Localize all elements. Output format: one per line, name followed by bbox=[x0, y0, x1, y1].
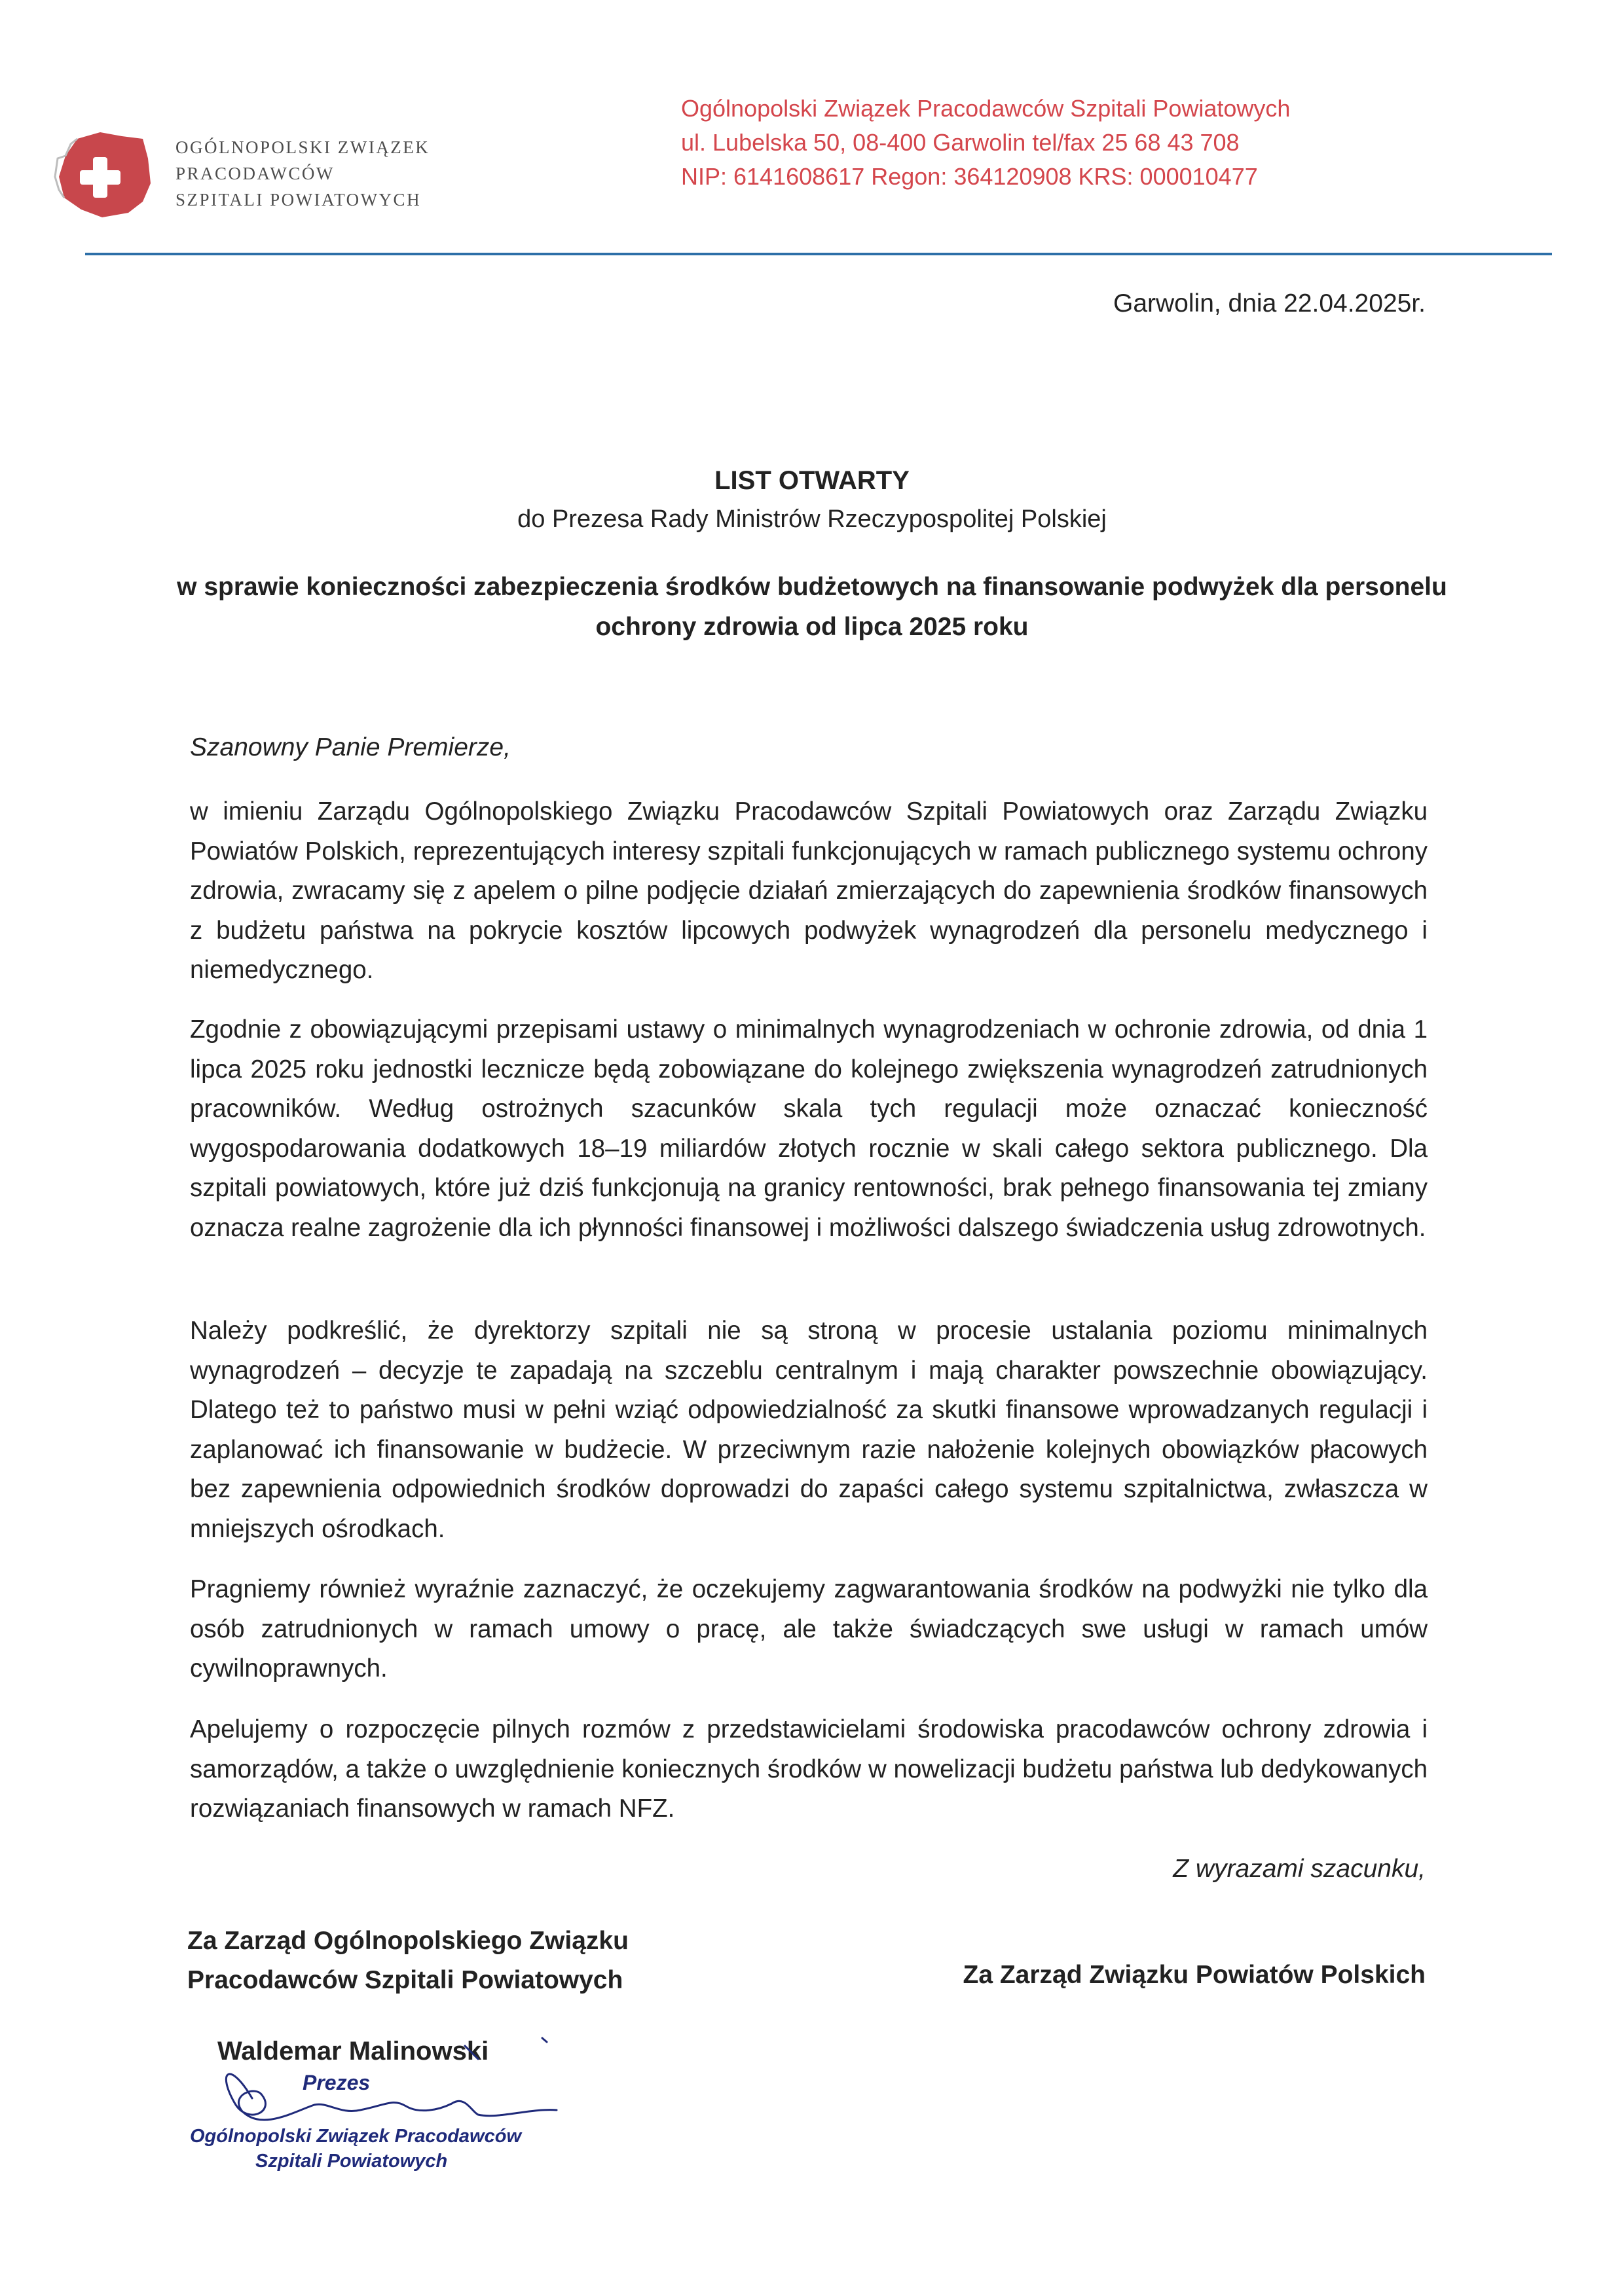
org-name: Ogólnopolski Związek Pracodawców Szpitali Powiatowych bbox=[681, 95, 1291, 122]
letter-date: Garwolin, dnia 22.04.2025r. bbox=[1113, 289, 1426, 318]
signature-stamp bbox=[190, 2033, 583, 2183]
signatory-right: Za Zarząd Związku Powiatów Polskich bbox=[963, 1961, 1426, 1989]
stamp-role: Prezes bbox=[303, 2071, 371, 2094]
header-divider bbox=[85, 253, 1552, 255]
poland-map-cross-icon bbox=[51, 124, 156, 223]
stamp-org-line: Ogólnopolski Związek Pracodawców bbox=[190, 2126, 521, 2147]
letter-title: LIST OTWARTY bbox=[714, 466, 910, 495]
signatory-left bbox=[187, 1922, 629, 2000]
org-registry: NIP: 6141608617 Regon: 364120908 KRS: 000010477 bbox=[681, 163, 1258, 190]
handwritten-signature-icon bbox=[190, 2033, 583, 2183]
logo-line: OGÓLNOPOLSKI ZWIĄZEK bbox=[175, 137, 430, 157]
org-address: ul. Lubelska 50, 08-400 Garwolin tel/fax 25 68 43 708 bbox=[681, 129, 1240, 156]
logo-line: PRACODAWCÓW bbox=[175, 164, 335, 183]
stamp-org-line: Szpitali Powiatowych bbox=[255, 2151, 448, 2172]
letter-addressee: do Prezesa Rady Ministrów Rzeczypospolitej Polskiej bbox=[517, 505, 1107, 533]
body-paragraph: w imieniu Zarządu Ogólnopolskiego Związku Pracodawców Szpitali Powiatowych oraz Zarządu Związku Powiatów Polskich, reprezentujących interesy szpitali funkcjonujących w ramach publicznego systemu ochrony zdrowia, zwracamy się z apelem o pilne podjęcie działań zmierzających do zapewnienia środków finansowych z budżetu państwa na pokrycie kosztów lipcowych podwyżek wynagrodzeń dla personelu medycznego i niemedycznego. bbox=[190, 797, 1428, 984]
body-paragraph: Pragniemy również wyraźnie zaznaczyć, że oczekujemy zagwarantowania środków na podwyżki nie tylko dla osób zatrudnionych w ramach umowy o pracę, ale także świadczących swe usługi w ramach umów cywilnoprawnych. bbox=[190, 1575, 1428, 1683]
body-paragraph: Należy podkreślić, że dyrektorzy szpitali nie są stroną w procesie ustalania poziomu minimalnych wynagrodzeń – decyzje te zapadają na szczeblu centralnym i mają charakter powszechnie obowiązujący. Dlatego też to państwo musi w pełni wziąć odpowiedzialność za skutki finansowe wprowadzanych regulacji i zaplanować ich finansowanie w budżecie. W przeciwnym razie nałożenie kolejnych obowiązków płacowych bez zapewnienia odpowiednich środków doprowadzi do zapaści całego systemu szpitalnictwa, zwłaszcza w mniejszych ośrodkach. bbox=[190, 1317, 1428, 1543]
logo-wordmark bbox=[175, 134, 430, 213]
body-paragraph: Apelujemy o rozpoczęcie pilnych rozmów z przedstawicielami środowiska pracodawców ochrony zdrowia i samorządów, a także o uwzględnienie koniecznych środków w nowelizacji budżetu państwa lub dedykowanych rozwiązaniach finansowych w ramach NFZ. bbox=[190, 1715, 1428, 1823]
body-paragraph: Zgodnie z obowiązującymi przepisami ustawy o minimalnych wynagrodzeniach w ochronie zdrowia, od dnia 1 lipca 2025 roku jednostki lecznicze będą zobowiązane do kolejnego zwiększenia wynagrodzeń zatrudnionych pracowników. Według ostrożnych szacunków skala tych regulacji może oznaczać konieczność wygospodarowania dodatkowych 18–19 miliardów złotych rocznie w skali całego sektora publicznego. Dla szpitali powiatowych, które już dziś funkcjonują na granicy rentowności, brak pełnego finansowania tej zmiany oznacza realne zagrożenie dla ich płynności finansowej i możliwości dalszego świadczenia usług zdrowotnych. bbox=[190, 1015, 1428, 1242]
logo-line: SZPITALI POWIATOWYCH bbox=[175, 190, 422, 210]
signatory-left-line: Za Zarząd Ogólnopolskiego Związku bbox=[187, 1927, 629, 1955]
closing: Z wyrazami szacunku, bbox=[1173, 1855, 1426, 1883]
salutation: Szanowny Panie Premierze, bbox=[190, 733, 511, 761]
letter-subject: w sprawie konieczności zabezpieczenia środków budżetowych na finansowanie podwyżek dla personelu ochrony zdrowia od lipca 2025 roku bbox=[177, 573, 1447, 641]
signatory-left-line: Pracodawców Szpitali Powiatowych bbox=[187, 1966, 623, 1994]
stamp-name: Waldemar Malinowski bbox=[217, 2037, 489, 2066]
letterhead-contact bbox=[681, 92, 1290, 194]
